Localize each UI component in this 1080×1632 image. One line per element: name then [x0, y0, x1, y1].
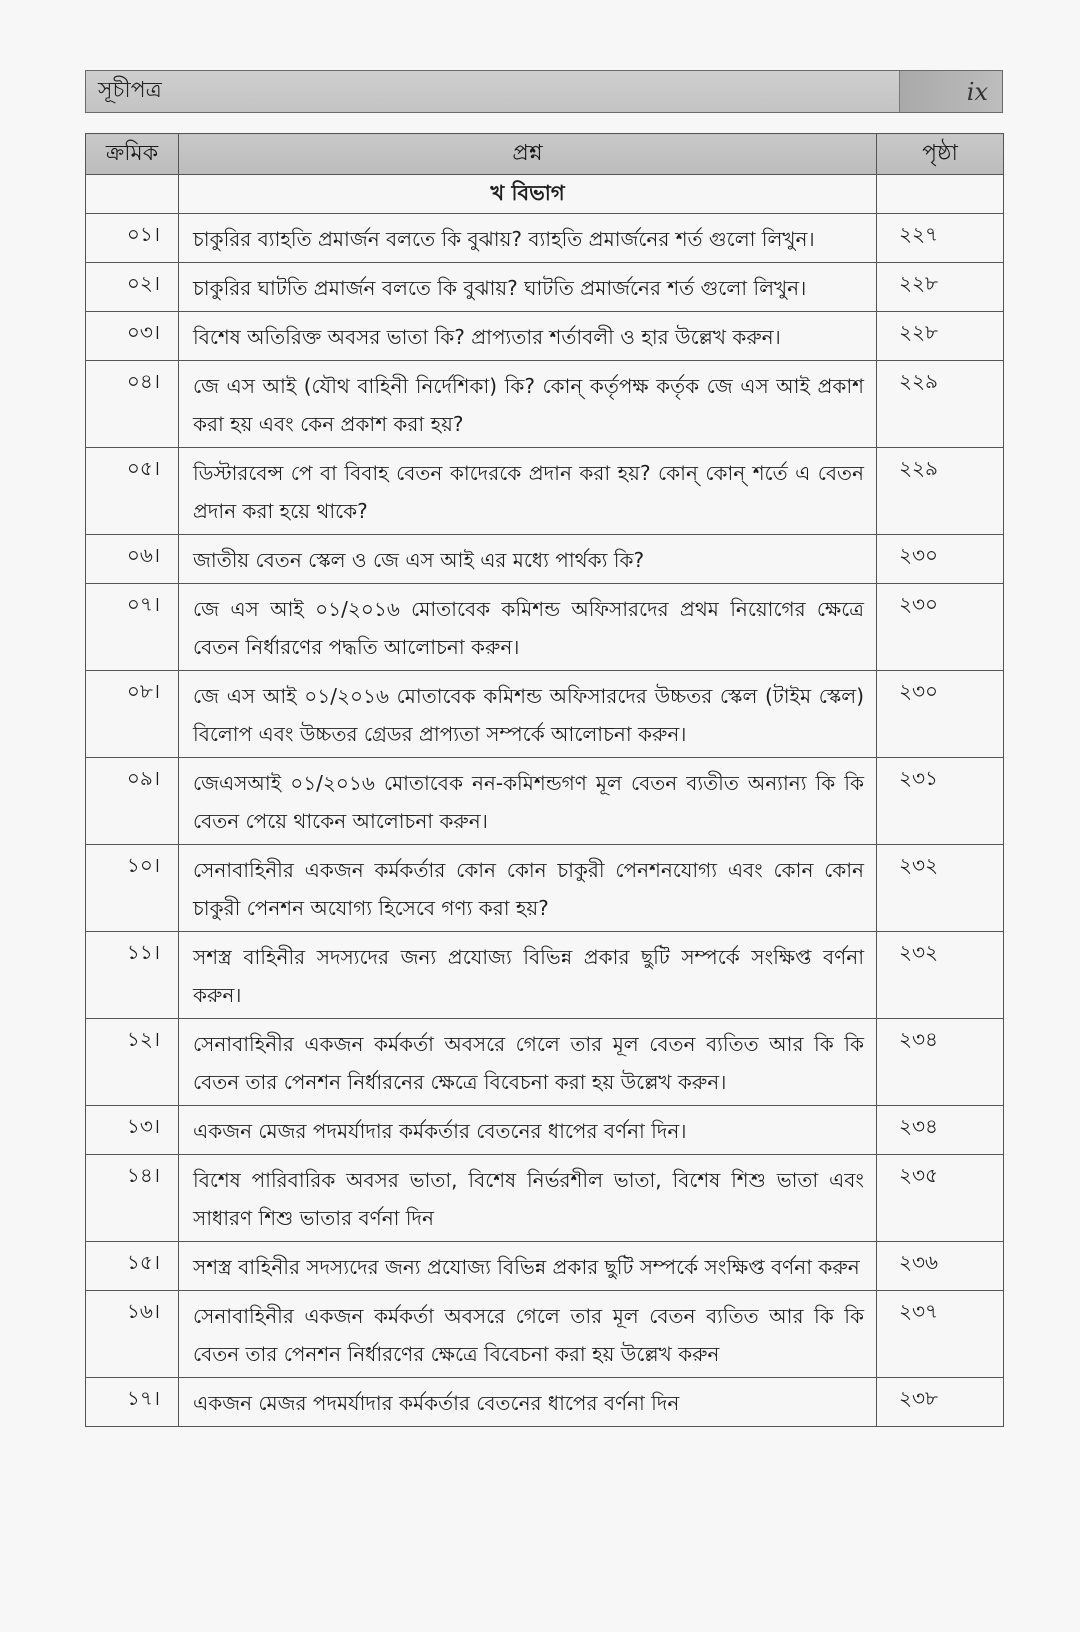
- table-row: [86, 1242, 1004, 1291]
- row-question[interactable]: ডিস্টারবেন্স পে বা বিবাহ বেতন কাদেরকে প্রদান করা হয়? কোন্ কোন্ শর্তে এ বেতন প্রদান করা হয়ে থাকে?: [179, 448, 877, 535]
- row-question[interactable]: সেনাবাহিনীর একজন কর্মকর্তা অবসরে গেলে তার মূল বেতন ব্যতিত আর কি কি বেতন তার পেনশন নির্ধারনের ক্ষেত্রে বিবেচনা করা হয় উল্লেখ করুন।: [179, 1019, 877, 1106]
- page-number: ix: [899, 71, 1002, 112]
- table-row: [86, 1019, 1004, 1106]
- table-row: [86, 845, 1004, 932]
- row-page-number[interactable]: ২৩১: [877, 758, 1004, 845]
- row-question[interactable]: বিশেষ পারিবারিক অবসর ভাতা, বিশেষ নির্ভরশীল ভাতা, বিশেষ শিশু ভাতা এবং সাধারণ শিশু ভাতার বর্ণনা দিন: [179, 1155, 877, 1242]
- table-row: [86, 312, 1004, 361]
- table-row: [86, 671, 1004, 758]
- table-row: [86, 1378, 1004, 1427]
- table-row: [86, 758, 1004, 845]
- section-title: খ বিভাগ: [179, 175, 877, 214]
- row-page-number[interactable]: ২৩০: [877, 535, 1004, 584]
- row-question[interactable]: জে এস আই (যৌথ বাহিনী নির্দেশিকা) কি? কোন্ কর্তৃপক্ষ কর্তৃক জে এস আই প্রকাশ করা হয় এবং কেন প্রকাশ করা হয়?: [179, 361, 877, 448]
- row-serial: ১০।: [86, 845, 179, 932]
- table-row: [86, 263, 1004, 312]
- table-row: [86, 535, 1004, 584]
- row-question[interactable]: বিশেষ অতিরিক্ত অবসর ভাতা কি? প্রাপ্যতার শর্তাবলী ও হার উল্লেখ করুন।: [179, 312, 877, 361]
- row-serial: ০৭।: [86, 584, 179, 671]
- row-serial: ১৬।: [86, 1291, 179, 1378]
- row-serial: ০১।: [86, 214, 179, 263]
- row-page-number[interactable]: ২২৯: [877, 361, 1004, 448]
- row-question[interactable]: জাতীয় বেতন স্কেল ও জে এস আই এর মধ্যে পার্থক্য কি?: [179, 535, 877, 584]
- table-row: [86, 932, 1004, 1019]
- row-question[interactable]: একজন মেজর পদমর্যাদার কর্মকর্তার বেতনের ধাপের বর্ণনা দিন: [179, 1378, 877, 1427]
- row-question[interactable]: সেনাবাহিনীর একজন কর্মকর্তার কোন কোন চাকুরী পেনশনযোগ্য এবং কোন কোন চাকুরী পেনশন অযোগ্য হিসেবে গণ্য করা হয়?: [179, 845, 877, 932]
- row-serial: ০৪।: [86, 361, 179, 448]
- row-question[interactable]: সশস্ত্র বাহিনীর সদস্যদের জন্য প্রযোজ্য বিভিন্ন প্রকার ছুটি সম্পর্কে সংক্ষিপ্ত বর্ণনা করুন।: [179, 932, 877, 1019]
- row-page-number[interactable]: ২৩২: [877, 845, 1004, 932]
- row-question[interactable]: চাকুরির ব্যাহতি প্রমার্জন বলতে কি বুঝায়? ব্যাহতি প্রমার্জনের শর্ত গুলো লিখুন।: [179, 214, 877, 263]
- row-question[interactable]: জে এস আই ০১/২০১৬ মোতাবেক কমিশন্ড অফিসারদের প্রথম নিয়োগের ক্ষেত্রে বেতন নির্ধারণের পদ্ধতি আলোচনা করুন।: [179, 584, 877, 671]
- row-serial: ০৮।: [86, 671, 179, 758]
- row-page-number[interactable]: ২৩৬: [877, 1242, 1004, 1291]
- table-header-row: [86, 134, 1004, 175]
- table-row: [86, 214, 1004, 263]
- page-header-title: সূচীপত্র: [86, 71, 899, 112]
- row-serial: ০৬।: [86, 535, 179, 584]
- row-page-number[interactable]: ২২৯: [877, 448, 1004, 535]
- row-question[interactable]: জেএসআই ০১/২০১৬ মোতাবেক নন-কমিশন্ডগণ মূল বেতন ব্যতীত অন্যান্য কি কি বেতন পেয়ে থাকেন আলোচনা করুন।: [179, 758, 877, 845]
- row-page-number[interactable]: ২৩০: [877, 584, 1004, 671]
- column-header-question: প্রশ্ন: [179, 134, 877, 175]
- row-serial: ০২।: [86, 263, 179, 312]
- table-row: [86, 1291, 1004, 1378]
- row-question[interactable]: সেনাবাহিনীর একজন কর্মকর্তা অবসরে গেলে তার মূল বেতন ব্যতিত আর কি কি বেতন তার পেনশন নির্ধারণের ক্ষেত্রে বিবেচনা করা হয় উল্লেখ করুন: [179, 1291, 877, 1378]
- row-page-number[interactable]: ২৩৮: [877, 1378, 1004, 1427]
- row-page-number[interactable]: ২২৮: [877, 263, 1004, 312]
- row-page-number[interactable]: ২৩৭: [877, 1291, 1004, 1378]
- row-question[interactable]: একজন মেজর পদমর্যাদার কর্মকর্তার বেতনের ধাপের বর্ণনা দিন।: [179, 1106, 877, 1155]
- table-row: [86, 1155, 1004, 1242]
- row-question[interactable]: জে এস আই ০১/২০১৬ মোতাবেক কমিশন্ড অফিসারদের উচ্চতর স্কেল (টাইম স্কেল) বিলোপ এবং উচ্চতর গ্রেডর প্রাপ্যতা সম্পর্কে আলোচনা করুন।: [179, 671, 877, 758]
- row-serial: ১২।: [86, 1019, 179, 1106]
- row-serial: ০৩।: [86, 312, 179, 361]
- row-page-number[interactable]: ২৩৪: [877, 1019, 1004, 1106]
- page-header: [85, 70, 1003, 113]
- row-serial: ০৯।: [86, 758, 179, 845]
- table-row: [86, 1106, 1004, 1155]
- column-header-serial: ক্রমিক: [86, 134, 179, 175]
- row-page-number[interactable]: ২২৮: [877, 312, 1004, 361]
- row-page-number[interactable]: ২৩২: [877, 932, 1004, 1019]
- row-page-number[interactable]: ২৩৪: [877, 1106, 1004, 1155]
- contents-table: [85, 133, 1004, 1427]
- row-page-number[interactable]: ২২৭: [877, 214, 1004, 263]
- column-header-page: পৃষ্ঠা: [877, 134, 1004, 175]
- row-serial: ১৩।: [86, 1106, 179, 1155]
- row-serial: ১৫।: [86, 1242, 179, 1291]
- table-row: [86, 361, 1004, 448]
- row-serial: ০৫।: [86, 448, 179, 535]
- section-row: [86, 175, 1004, 214]
- row-question[interactable]: সশস্ত্র বাহিনীর সদস্যদের জন্য প্রযোজ্য বিভিন্ন প্রকার ছুটি সম্পর্কে সংক্ষিপ্ত বর্ণনা করুন: [179, 1242, 877, 1291]
- table-row: [86, 448, 1004, 535]
- row-serial: ১১।: [86, 932, 179, 1019]
- row-serial: ১৭।: [86, 1378, 179, 1427]
- row-serial: ১৪।: [86, 1155, 179, 1242]
- table-row: [86, 584, 1004, 671]
- row-question[interactable]: চাকুরির ঘাটতি প্রমার্জন বলতে কি বুঝায়? ঘাটতি প্রমার্জনের শর্ত গুলো লিখুন।: [179, 263, 877, 312]
- row-page-number[interactable]: ২৩৫: [877, 1155, 1004, 1242]
- row-page-number[interactable]: ২৩০: [877, 671, 1004, 758]
